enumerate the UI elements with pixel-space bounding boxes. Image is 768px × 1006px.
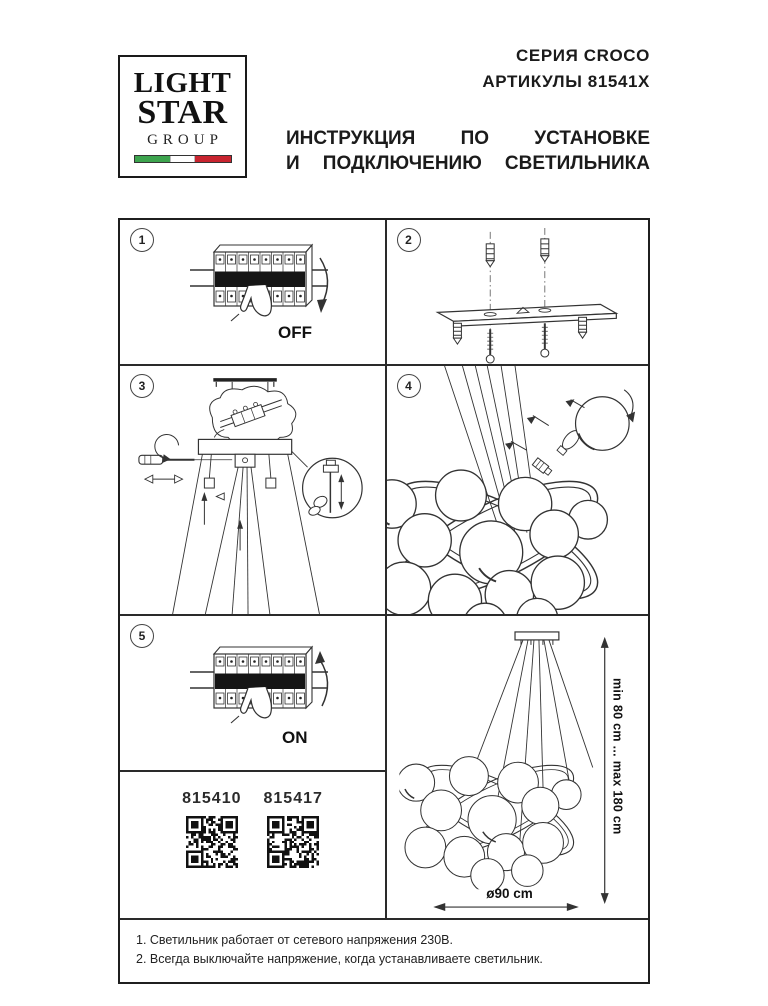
step4-badge: 4: [397, 374, 421, 398]
logo-word-star: STAR: [137, 93, 228, 131]
breaker-on-illustration: [120, 616, 385, 770]
flag-white-segment: [170, 156, 195, 162]
qr-code-815410: [186, 816, 238, 868]
step4-panel: [387, 366, 652, 614]
step2-badge: 2: [397, 228, 421, 252]
footer-notes: [120, 918, 652, 986]
instruction-title: [286, 126, 650, 177]
height-dimension-label: min 80 cm ... max 180 cm: [610, 677, 625, 835]
step5-badge: 5: [130, 624, 154, 648]
logo-word-light: LIGHT: [133, 67, 232, 100]
dimensions-panel: [387, 616, 652, 918]
on-label: ON: [282, 727, 308, 747]
articles-title: АРТИКУЛЫ 81541X: [482, 72, 650, 91]
qr-block-815410: [182, 790, 241, 868]
note-line1: 1. Светильник работает от сетевого напряжения 230В.: [136, 933, 453, 947]
note-line2: 2. Всегда выключайте напряжение, когда устанавливаете светильник.: [136, 952, 543, 967]
step1-panel: [120, 220, 385, 364]
globe-install-illustration: [387, 366, 652, 614]
italian-flag-bar: [134, 155, 232, 163]
canopy-wiring-illustration: [120, 366, 385, 614]
instruction-title-line2: И ПОДКЛЮЧЕНИЮ СВЕТИЛЬНИКА: [286, 153, 650, 175]
step2-panel: [387, 220, 652, 364]
off-label: OFF: [278, 323, 312, 342]
step3-panel: [120, 366, 385, 614]
article-number-815417: 815417: [263, 789, 323, 807]
step3-badge: 3: [130, 374, 154, 398]
qr-code-815417: [267, 816, 319, 868]
logo-word-group: GROUP: [147, 131, 223, 148]
instruction-title-line1: ИНСТРУКЦИЯ ПО УСТАНОВКЕ: [286, 128, 650, 149]
breaker-off-illustration: [120, 220, 385, 364]
series-title: СЕРИЯ CROCO: [516, 46, 650, 65]
flag-green-segment: [135, 156, 171, 162]
qr-panel: [120, 772, 385, 918]
article-number-815410: 815410: [182, 789, 242, 807]
mounting-bracket-illustration: [387, 220, 652, 364]
step5-panel: [120, 616, 385, 770]
diameter-dimension-label: ø90 cm: [486, 885, 533, 901]
qr-block-815417: [264, 790, 323, 868]
flag-red-segment: [195, 156, 231, 162]
instruction-grid: [118, 218, 650, 984]
lightstar-logo: [118, 55, 247, 178]
step1-badge: 1: [130, 228, 154, 252]
